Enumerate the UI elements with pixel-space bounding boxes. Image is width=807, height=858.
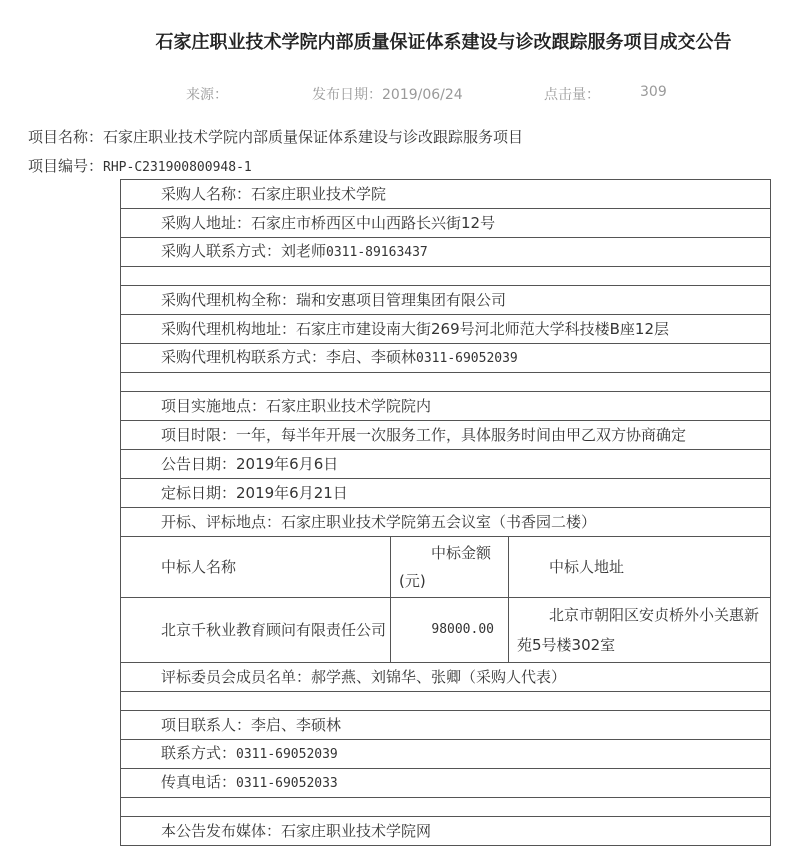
winner-name-cell: 北京千秋业教育顾问有限责任公司 [121,598,391,663]
spacer-row [121,267,771,286]
project-period: 项目时限：一年，每半年开展一次服务工作，具体服务时间由甲乙双方协商确定 [121,421,771,450]
hits-meta [544,84,600,104]
announcement-table [120,179,771,846]
project-code-line [28,155,252,176]
buyer-contact [121,238,771,267]
agency-contact [121,344,771,373]
source-label: 来源： [186,87,228,103]
spacer-row [121,798,771,817]
agency-contact-label: 采购代理机构联系方式：李启、李硕林 [161,348,417,366]
buyer-address: 采购人地址：石家庄市桥西区中山西路长兴街12号 [121,209,771,238]
agency-name: 采购代理机构全称：瑞和安惠项目管理集团有限公司 [121,286,771,315]
project-name-line [28,126,523,147]
date-value: 2019/06/24 [382,87,463,103]
winner-address-cell: 北京市朝阳区安贞桥外小关惠新苑5号楼302室 [509,598,771,663]
project-name-label: 项目名称： [28,128,104,146]
date-label: 发布日期： [312,87,382,103]
project-code-label: 项目编号： [28,157,104,175]
fax-phone [121,769,771,798]
winner-amount-cell: 98000.00 [391,598,509,663]
committee-members: 评标委员会成员名单：郝学燕、刘锦华、张卿（采购人代表） [121,663,771,692]
page-title: 石家庄职业技术学院内部质量保证体系建设与诊改跟踪服务项目成交公告 [155,32,732,53]
project-name-value: 石家庄职业技术学院内部质量保证体系建设与诊改跟踪服务项目 [103,128,524,146]
winner-address-header: 中标人地址 [509,537,771,598]
winner-name-header: 中标人名称 [121,537,391,598]
award-date: 定标日期：2019年6月21日 [121,479,771,508]
fax-label: 传真电话： [161,773,237,791]
spacer-row [121,373,771,392]
agency-address: 采购代理机构地址：石家庄市建设南大街269号河北师范大学科技楼B座12层 [121,315,771,344]
contact-phone-label: 联系方式： [161,744,237,762]
buyer-name: 采购人名称：石家庄职业技术学院 [121,180,771,209]
project-contact-person: 项目联系人：李启、李硕林 [121,711,771,740]
notice-date: 公告日期：2019年6月6日 [121,450,771,479]
buyer-contact-label: 采购人联系方式：刘老师 [161,242,327,260]
winner-amount-header [391,537,509,598]
bid-place: 开标、评标地点：石家庄职业技术学院第五会议室（书香园二楼） [121,508,771,537]
fax-value: 0311-69052033 [236,776,338,791]
agency-contact-phone: 0311-69052039 [416,351,518,366]
date-meta [312,84,463,104]
hits-value: 309 [640,84,667,100]
buyer-contact-phone: 0311-89163437 [326,245,428,260]
project-code-value: RHP-C231900800948-1 [103,160,252,175]
spacer-row [121,692,771,711]
contact-phone [121,740,771,769]
source-meta [186,84,228,104]
contact-phone-value: 0311-69052039 [236,747,338,762]
hits-label: 点击量： [544,87,600,103]
project-location: 项目实施地点：石家庄职业技术学院院内 [121,392,771,421]
winner-amount-header-text: 中标金额(元) [399,544,492,590]
publish-media: 本公告发布媒体：石家庄职业技术学院网 [121,817,771,846]
